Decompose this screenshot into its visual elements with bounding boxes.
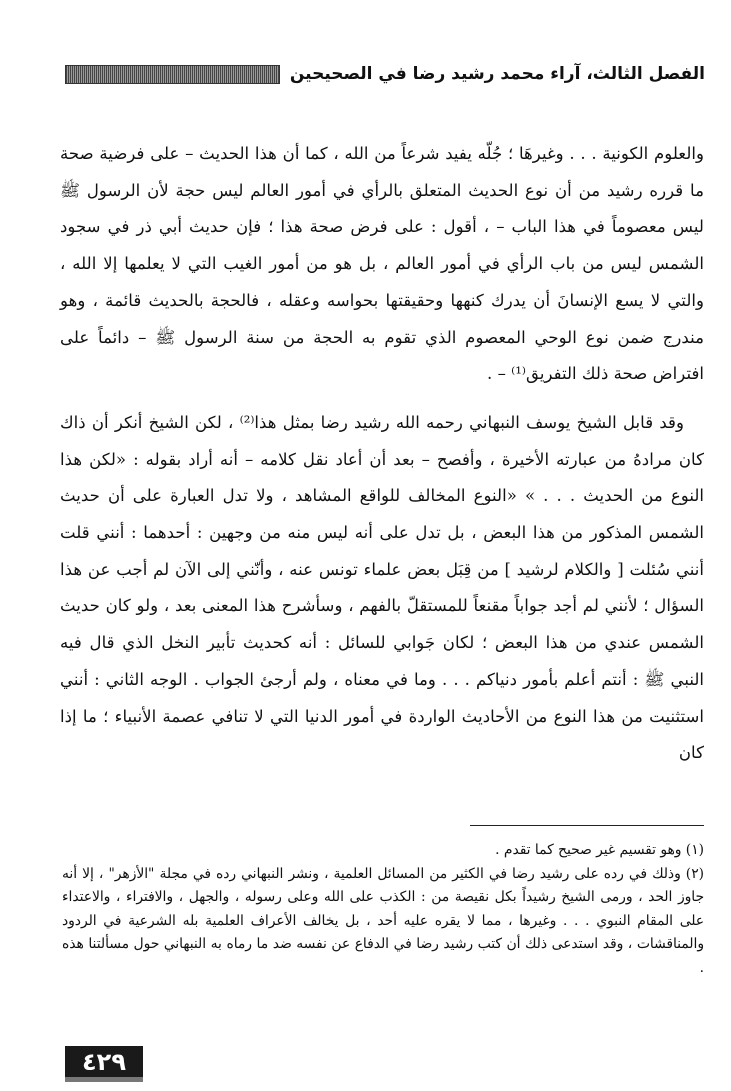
main-text <box>60 136 704 772</box>
running-header <box>65 56 705 92</box>
footnote-2: (٢) وذلك في رده على رشيد رضا في الكثير من المسائل العلمية ، ونشر النبهاني رده في مجلة "الأزهر" ، إلا أنه جاوز الحد ، ورمى الشيخ رشيداً بكل نقيصة من : الكذب على الله وعلى رسوله ، والجهل ، والافتراء ، والاعتداء على المقام النبوي . . . وغيرها ، مما لا يقره عليه أحد ، بل يخالف الأعراف العلمية بله الشرعية في الردود والمناقشات ، وقد استدعى ذلك أن كتب رشيد رضا في الدفاع عن نفسه ضد ما رماه به النبهاني حول مسألتنا هذه . <box>62 865 704 976</box>
footnote-separator <box>470 825 704 826</box>
paragraph-2: وقد قابل الشيخ يوسف النبهاني رحمه الله رشيد رضا بمثل هذا⁽²⁾ ، لكن الشيخ أنكر أن ذاك كان مرادهُ من عبارته الأخيرة ، وأفصح – بعد أن أعاد نقل كلامه – أنه أراد بقوله : «لكن هذا النوع من الحديث . . . » «النوع المخالف للواقع المشاهد ، ولا تدل العبارة على أن حديث الشمس المذكور من هذا البعض ، بل تدل على أنه ليس منه من وجهين : أحدهما : أنني قلت أنني سُئلت [ والكلام لرشيد ] من قِبَل بعض علماء تونس عنه ، وأنّني إلى الآن لم أجب عن هذا السؤال ؛ لأنني لم أجد جواباً مقنعاً للمستقلّ بالفهم ، وسأشرح هذا المعنى بعد ، ولو كان حديث الشمس عندي من هذا البعض ؛ لكان جَوابي للسائل : أنه كحديث تأبير النخل الذي قال فيه النبي ﷺ : أنتم أعلم بأمور دنياكم . . . وما في معناه ، ولم أرجئ الجواب . الوجه الثاني : أنني استثنيت من هذا النوع من الأحاديث الواردة في أمور الدنيا التي لا تنافي عصمة الأنبياء ؛ ما إذا كان <box>60 412 704 763</box>
page-number: ٤٢٩ <box>65 1046 143 1082</box>
footnotes <box>62 839 704 980</box>
header-decorative-bar <box>65 65 280 84</box>
footnote-1: (١) وهو تقسيم غير صحيح كما تقدم . <box>495 842 704 858</box>
paragraph-1: والعلوم الكونية . . . وغيرهَا ؛ جُلّه يفيد شرعاً من الله ، كما أن هذا الحديث – على فرضية صحة ما قرره رشيد من أن نوع الحديث المتعلق بالرأي في أمور العالم ليس حجة لأن الرسول ﷺ ليس معصوماً في هذا الباب – ، أقول : على فرض صحة هذا ؛ فإن حديث أبي ذر في سجود الشمس ليس من باب الرأي في أمور العالم ، بل هو من أمور الغيب التي لا يعلمها إلا الله ، والتي لا يسع الإنسانَ أن يدرك كنهها وحقيقتها بحواسه وعقله ، فالحجة بالحديث قائمة ، وهو مندرج ضمن نوع الوحي المعصوم الذي تقوم به الحجة من سنة الرسول ﷺ – دائماً على افتراض صحة ذلك التفريق⁽¹⁾ – . <box>60 144 704 384</box>
chapter-title: الفصل الثالث، آراء محمد رشيد رضا في الصحيحين <box>289 64 705 84</box>
